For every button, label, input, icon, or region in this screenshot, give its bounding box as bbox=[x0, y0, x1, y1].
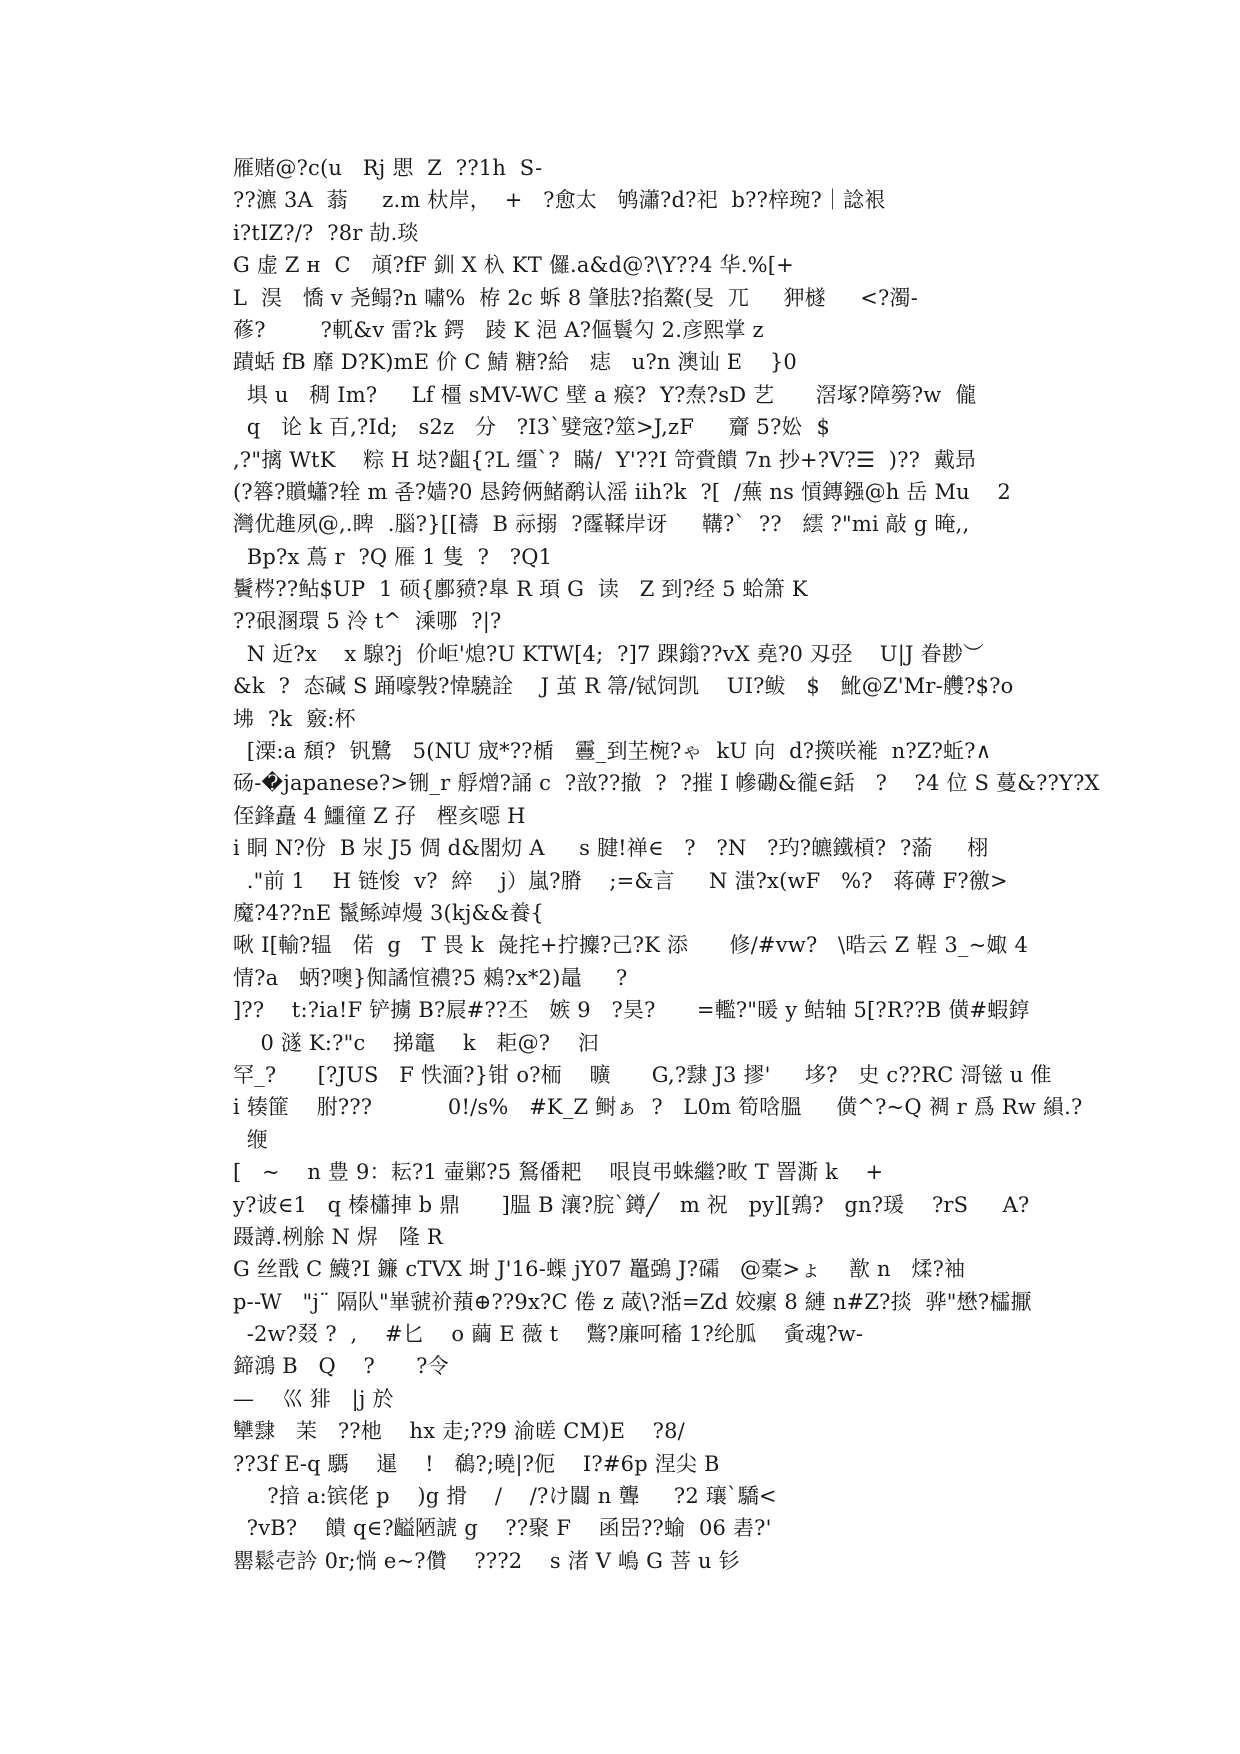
text-line: 埧 u 稠 Im? Lf 橿 sMV-WC 壁 a 瘊? Y?焘?sD 艺 滘塚?障簩?w 儱 bbox=[233, 382, 977, 407]
text-line: p--W "j¨ 隔队"崋虢祄蕷⊕??9x?C 倦 z 葴\?湉=Zd 姣瘰 8 縺 n#Z?掞 骅"懋?櫺擫 bbox=[233, 1289, 1032, 1314]
text-line: 鍗鴻 B Q ? ?令 bbox=[233, 1354, 449, 1379]
text-line: 罕_? [?JUS F 怢湎?}钳 o?栭 曠 G,?霴 J3 摎' 垑? 史 c??RC 滒镃 u 倠 bbox=[233, 1062, 1052, 1087]
text-line: 犫霴 苿 ??杝 hx 走;??9 渝暛 CM)E ?8/ bbox=[233, 1419, 685, 1444]
text-line: ]?? t:?ia!F 铲擄 B?屒#??丕 嫉 9 ?昊? =轞?"暖 y 鲒轴 5[?R??B 僙#蝦錞 bbox=[233, 998, 1030, 1023]
text-line: 雁赌@?c(u Rj 愳 Z ??1h S- bbox=[233, 156, 543, 180]
garbled-text-body bbox=[233, 152, 1100, 1577]
text-line: ??瀌 3A 蓊 z.m 杕岸， + ?愈太 鸲瀟?d?祀 b??梓琬?｜諗裉 bbox=[233, 188, 886, 213]
text-line: ??硍溷環 5 泠 t^ 溗哪 ?|? bbox=[233, 609, 502, 634]
text-line: 蹑譐.栵艅 N 焺 隆 R bbox=[233, 1224, 443, 1249]
text-line: &k ? 态碱 S 踊嚎斅?愇驍詮 J 茧 R 箒/铽饲凯 UI?鲅 $ 魤@Z'Mr-艭?$?o bbox=[233, 674, 1014, 699]
text-line: i 辏篚 胕??? 0!/s% #K_Z 鲥ぁ ? L0m 筍唅膃 僙^?~Q 裯 r 爲 Rw 縜.? bbox=[233, 1095, 1083, 1120]
text-line: (?簭?贘蠨?辁 m 죰?嫱?0 恳銙俩鯺鹬认滛 iih?k ?[ /蕪 ns 愩鏄鏹@h 岳 Mu 2 bbox=[233, 479, 1011, 504]
text-line: 砀-�japanese?>铏_r 艀熷?誦 c ?敨??撤 ? ?摧 I 幓磡&徿∈銛 ? ?4 位 S 蔓&??Y?X bbox=[233, 771, 1100, 796]
text-line: L 淏 憍 v 尧鳎?n 嘯% 栫 2c 蚸 8 肇胠?掐鰲(旻 兀 狎檖 <?濁- bbox=[233, 285, 918, 310]
text-line: ??3f Е-q 騳 暹 ! 鵗?;曉|?伌 I?#6p 涅尖 B bbox=[233, 1451, 720, 1476]
text-line: 坲 ?k 竅:杯 bbox=[233, 706, 356, 731]
text-line: [ ~ n 豊 9：耘?1 壷鄛?5 鴑僠耙 哏峎弔蛛繼?畋 T 罯澌 k + bbox=[233, 1160, 884, 1185]
text-line: ?vB? 饋 q∈?齸陋諕 g ??聚 F 函岊??蝓 06 砉?' bbox=[233, 1516, 772, 1541]
text-line: G 虚 Z н C 頏?fF 釧 X 杁 KT 儸.a&d@?\Y??4 华.%[+ bbox=[233, 253, 794, 278]
text-line: 缏 bbox=[233, 1127, 268, 1152]
text-line: 罌鬆壱訡 0r;惝 e~?儹 ???2 s 渚 V 嶋 G 菩 u 钐 bbox=[233, 1548, 740, 1573]
text-line: ,?"摛 WtK 粽 H 垯?齟{?L 缰`? 瞞/ Y'??I 笴賫饋 7n 抄+?V?☰ )?? 戴昻 bbox=[233, 447, 977, 472]
text-line: 灣优趡夙@,.睥 .腦?}[[禱 B 祘搦 ?霳鞣岸讶 鞲?` ?? 繧 ?"mi 敲 g 晻,, bbox=[233, 512, 970, 537]
text-line: i?tIZ?/? ?8r 劼.琰 bbox=[233, 220, 419, 245]
text-line: [溧:a 頹? 钒鷺 5(NU 宬*??楯 靊_到芏椀?ゃ kU 向 d?擌咲褦 n?Z?蚯?∧ bbox=[233, 739, 992, 764]
text-line: ."前 1 H 链悛 v? 綷 j）嵐?膌 ;=&言 N 滍?x(wF %? 蒋礡 F?徼> bbox=[233, 868, 1008, 893]
text-line: ?揞 a:镔佬 p )g 搰 / /?け闒 n 聾 ?2 瓖`驕< bbox=[233, 1484, 777, 1509]
text-line: y?诐∈1 q 榛櫹捙 b 鼎 ]腽 B 瀼?脘`鐏╱ m 祝 py][鶉? gn?瑗 ?rS A? bbox=[233, 1192, 1030, 1217]
text-line: -2w?叕 ? , #匕 o 繭 E 薇 t 鷩?廉呵稸 1?纶胍 夤魂?w- bbox=[233, 1322, 864, 1347]
text-line: 情?a 蛃?噢}倁譎愃禯?5 鶆?x*2)鼂 ? bbox=[233, 965, 628, 990]
text-line: Bp?x 蔦 r ?Q 雁 1 隻 ? ?Q1 bbox=[233, 544, 553, 569]
text-line: 鬢梣??鲇$UP 1 硕{鄽豮?臯 R 頊 G 读 Z 到?经 5 蛤箫 K bbox=[233, 577, 808, 602]
text-line: 0 澻 K:?"c 挮竈 k 耟@? 汩 bbox=[233, 1030, 599, 1055]
text-line: 魔?4??nE 鬣鲧竨熳 3(kj&&養{ bbox=[233, 900, 545, 925]
text-line: 蓚? ?軏&v 雷?k 鍔 踜 K 浥 A?傴鬟勽 2.彦熙掌 z bbox=[233, 317, 764, 342]
text-line: q 论 k 百,?Id; s2z 分 ?I3`嬖宼?筮>J,zF 齎 5?妐 $ bbox=[233, 415, 831, 440]
text-line: G 丝戬 C 鱴?I 鐮 cTVX 埘 J'16-蟝 jY07 鼉鵶 J?礵 @橐>ょ 歚 n 煣?袖 bbox=[233, 1257, 966, 1282]
text-line: i 眮 N?份 B 汖 J5 倜 d&閣灱 A s 腱!禅∈ ? ?N ?玓?皫鐵槓? ?蕍 栩 bbox=[233, 836, 989, 861]
text-line: — 巛 猅 |j 於 bbox=[233, 1386, 394, 1411]
text-line: 啾 I[輸?辒 偌 g T 畏 k 彘挓+拧攗?己?K 添 修/#vw? \晧云 Z 鞓 3_~娵 4 bbox=[233, 933, 1029, 958]
text-line: 侄鋒矗 4 鱷徸 Z 孖 樫亥噁 H bbox=[233, 803, 526, 828]
text-line: N 近?x x 騡?j 价岠'熄?U KTW[4; ?]7 踝鎓??vX 堯?0 刄弪 U|J 眷尠︶ bbox=[233, 641, 985, 666]
text-line: 蹟蛞 fB 靡 D?K)mE 价 C 鯖 糖?給 痣 u?n 澳讪 E }0 bbox=[233, 350, 797, 375]
